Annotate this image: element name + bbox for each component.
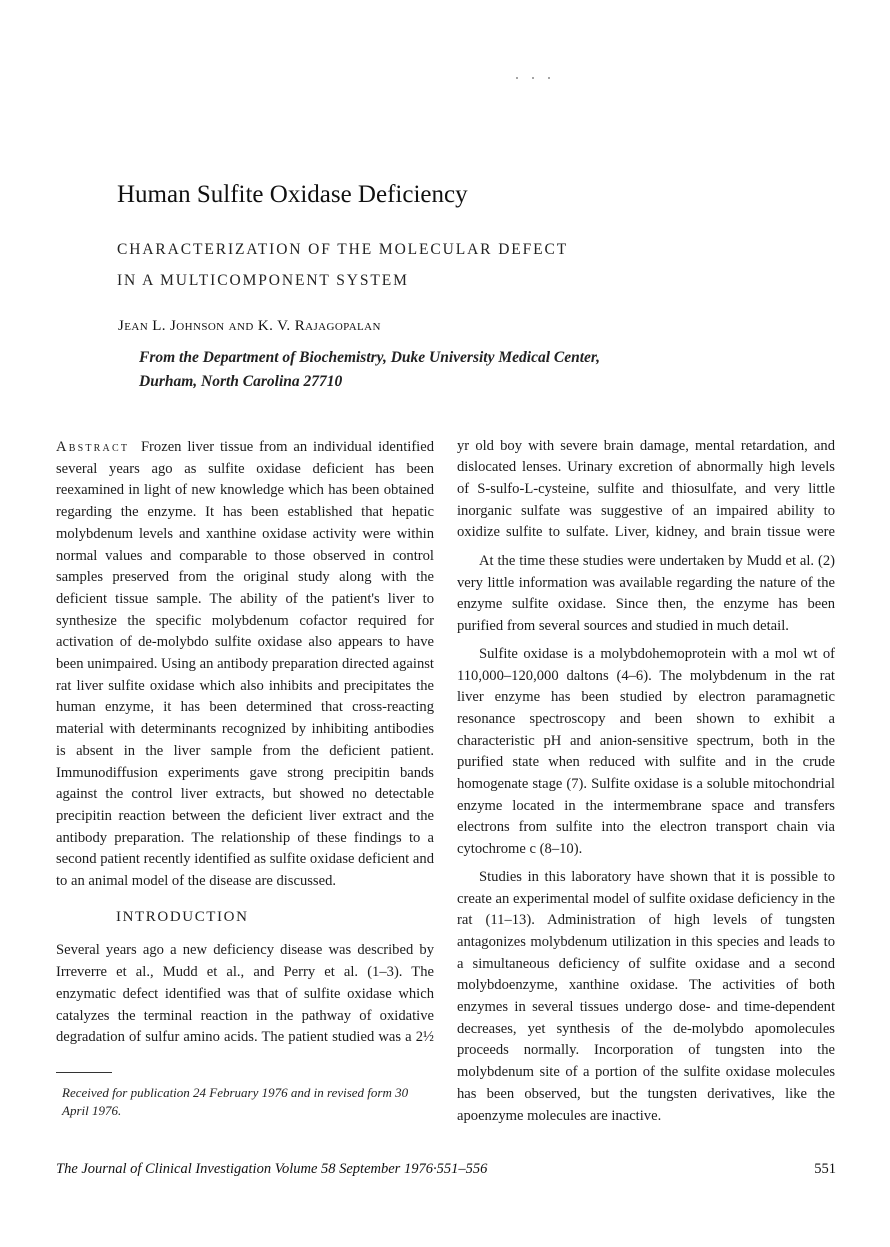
scan-speck <box>516 77 550 81</box>
subtitle-line-1: CHARACTERIZATION OF THE MOLECULAR DEFECT <box>117 241 569 258</box>
received-footnote: Received for publication 24 February 1976 and in revised form 30 April 1976. <box>62 1085 409 1119</box>
abstract-text: Frozen liver tissue from an individual identified several years ago as sulfite oxidase deficient has been reexamined in light of new knowledge which has been obtained regarding the enzyme. It has been established that hepatic molybdenum levels and xanthine oxidase activity were within normal values and comparable to those observed in control samples preserved from the original study along with the deficient tissue sample. The ability of the patient's liver to synthesize the specific molybdenum cofactor required for activation of de-molybdo sulfite oxidase also appears to have been unimpaired. Using an antibody preparation directed against rat liver sulfite oxidase which also inhibits and precipitates the human enzyme, it has been determined that cross-reacting material with determinants recognized by inhibiting antibodies is absent in the liver sample from the deficient patient. Immunodiffusion experiments gave strong precipitin bands against the control liver extracts, but showed no detectable precipitin reaction between the deficient liver extract and the antibody preparation. The relationship of these findings to a second patient recently identified as sulfite oxidase deficient and to an animal model of the disease are discussed. <box>56 439 435 890</box>
introduction-heading: INTRODUCTION <box>116 908 249 925</box>
journal-citation: The Journal of Clinical Investigation Volume 58 September 1976·551–556 <box>56 1161 488 1177</box>
intro-paragraph-1-continued: yr old boy with severe brain damage, mental retardation, and dislocated lenses. Urinary excretion of abnormally high levels of S-sulfo-L-cysteine, sulfite and thiosulfate, and very little inorganic sulfate was suggestive of an impaired ability to oxidize sulfite to sulfate. Liver, kidney, and brain tissue were <box>457 437 835 541</box>
footnote-rule <box>56 1072 112 1073</box>
article-subtitle <box>117 234 817 296</box>
abstract-label: Abstract <box>56 439 130 455</box>
left-column <box>56 437 434 1120</box>
intro-paragraph-3: Sulfite oxidase is a molybdohemoprotein with a mol wt of 110,000–120,000 daltons (4–6). The molybdenum in the rat liver enzyme has been studied by electron paramagnetic resonance spectroscopy and been shown to exhibit a characteristic pH and anion-sensitive spectrum, both in the purified state when reduced with sulfite and in the crude homogenate stage (7). Sulfite oxidase is a soluble mitochondrial enzyme located in the intermembrane space and transfers electrons from sulfite into the electron transport chain via cytochrome c (8–10). <box>457 645 835 858</box>
intro-paragraph-1-part-a <box>56 940 434 1050</box>
affiliation <box>139 346 839 394</box>
subtitle-line-2: IN A MULTICOMPONENT SYSTEM <box>117 272 409 289</box>
article-title: Human Sulfite Oxidase Deficiency <box>117 181 468 208</box>
intro-paragraph-1: Several years ago a new deficiency disease was described by Irreverre et al., Mudd et al., and Perry et al. (1–3). The enzymatic defect identified was that of sulfite oxidase which catalyzes the terminal reaction in the pathway of oxidative degradation of sulfur amino acids. The patient studied was a 2½ <box>56 942 434 1046</box>
intro-paragraph-2: At the time these studies were undertaken by Mudd et al. (2) very little information was available regarding the nature of the enzyme sulfite oxidase. Since then, the enzyme has been purified from several sources and studied in much detail. <box>457 553 835 635</box>
affiliation-line-1: From the Department of Biochemistry, Duke University Medical Center, <box>139 349 600 366</box>
affiliation-line-2: Durham, North Carolina 27710 <box>139 373 343 390</box>
author-line: Jean L. Johnson and K. V. Rajagopalan <box>118 318 381 334</box>
intro-paragraph-1-part-b <box>457 437 835 545</box>
intro-paragraph-4: Studies in this laboratory have shown that it is possible to create an experimental model of sulfite oxidase deficiency in the rat (11–13). Administration of high levels of tungsten antagonizes molybdenum utilization in this species and leads to a simultaneous deficiency of sulfite oxidase and a second molybdoenzyme, xanthine oxidase. The activities of both enzymes in several tissues undergo dose- and time-dependent decreases, yet synthesis of the de-molybdo apomolecules proceeds normally. Incorporation of tungsten into the molybdenum site of a portion of the sulfite oxidase molecules has been observed, but the tungsten derivatives, like the apoenzyme molecules are inactive. <box>457 868 835 1124</box>
abstract-paragraph <box>56 437 434 893</box>
journal-footer <box>56 1161 836 1178</box>
page-number: 551 <box>814 1161 836 1177</box>
right-column <box>457 437 835 1127</box>
